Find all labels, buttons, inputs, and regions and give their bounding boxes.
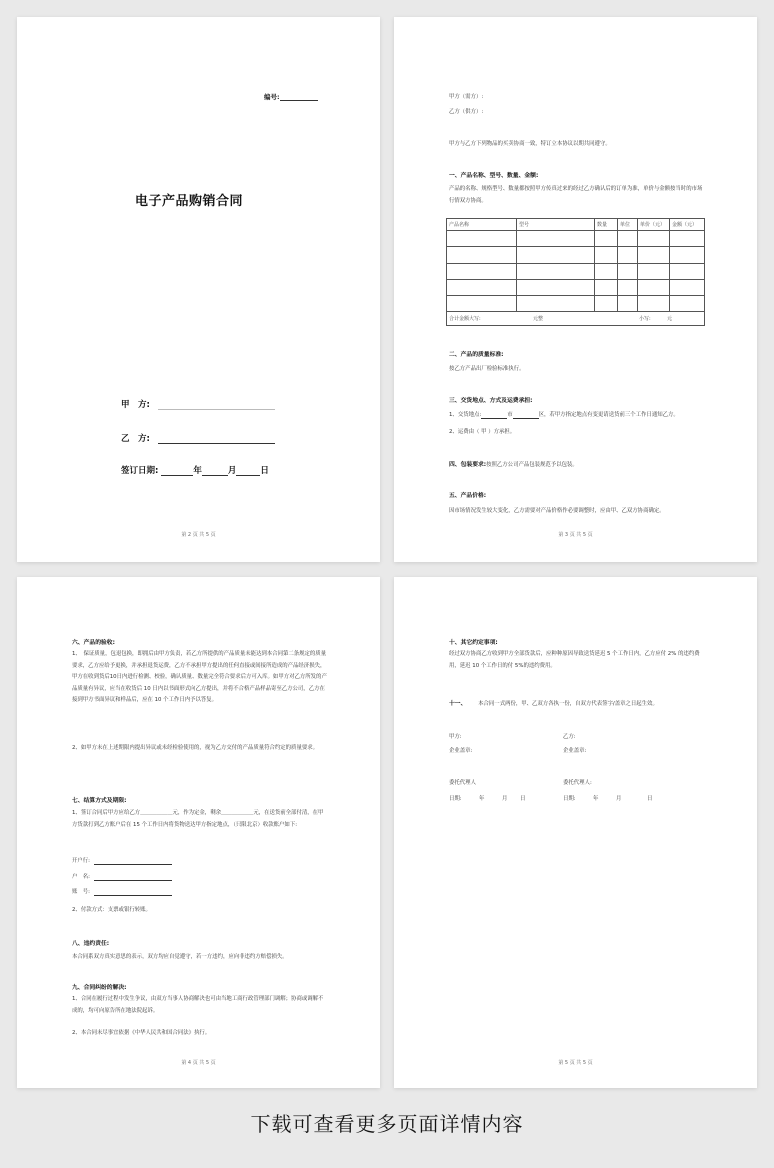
table-row bbox=[447, 263, 705, 279]
account-number-field bbox=[72, 888, 172, 896]
table-header-amount: 金额（元） bbox=[670, 219, 705, 231]
day-label: 日 bbox=[520, 796, 526, 802]
table-row bbox=[447, 279, 705, 295]
sign-date-field bbox=[121, 464, 269, 476]
section-6-title: 六、产品的验收: bbox=[72, 640, 115, 646]
party-a-blank bbox=[158, 409, 275, 410]
delivery-place-label: 1、交货地点: bbox=[449, 412, 482, 418]
total-unit-label: 元 bbox=[667, 316, 673, 323]
party-b-label: 乙 方: bbox=[121, 434, 150, 444]
party-a-seal-label: 企业盖章: bbox=[449, 748, 473, 754]
section-3-title: 三、交货地点、方式及运费承担: bbox=[449, 398, 533, 404]
section-2-text: 按乙方产品出厂检验标准执行。 bbox=[449, 366, 525, 372]
section-1-title: 一、产品名称、型号、数量、金额: bbox=[449, 173, 539, 179]
table-row bbox=[447, 231, 705, 247]
section-4-title bbox=[449, 459, 578, 468]
account-name-blank bbox=[94, 880, 172, 881]
district-note: 区，若甲方指定地点有变更请送货前三个工作日通知乙方。 bbox=[538, 412, 679, 418]
account-name-field bbox=[72, 873, 172, 881]
date-label: 日期: bbox=[563, 796, 576, 802]
section-11-text: 本合同一式两份，甲、乙双方各执一份，自双方代表签字/盖章之日起生效。 bbox=[478, 701, 658, 707]
contract-page-5 bbox=[394, 577, 757, 1088]
total-lower-label: 小写: bbox=[639, 316, 651, 323]
section-9-para-2: 2、本合同未尽事宜依据《中华人民共和国合同法》执行。 bbox=[72, 1030, 211, 1036]
table-header-row bbox=[447, 219, 705, 231]
year-label: 年 bbox=[193, 466, 202, 476]
date-label: 日期: bbox=[449, 796, 462, 802]
section-7-para-1: 1、签订合同后甲方应给乙方＿＿＿＿＿＿元，作为定金，剩余＿＿＿＿＿＿元，在送货前全部付清，在甲方货款打到乙方账户后在 15 个工作日内将货物送达甲方指定地点，（只限北京）收款账户如下: bbox=[72, 810, 324, 828]
contract-page-4 bbox=[17, 577, 380, 1088]
party-b-blank bbox=[158, 443, 275, 444]
page-title: 电子产品购销合同 bbox=[135, 194, 244, 209]
section-6-para-1: 1、 保证质量，包退包换，即拥后由甲方负责，若乙方所提供的产品质量未能达到本合同第二条规定的质量要求，乙方应给予更换，并承担退货运费，乙方不承担甲方提出的任何直接或间接所造成的产品经济损失，甲方在收到货后10日内进行检测、校验，确认质量、数量完全符合要求后方可入库。如甲方对乙方所发的产品质量有异议，应当在收货后 10 日内以书面形式向乙方提出，并将不合格产品样品寄至乙方公司，乙方在接到甲方书面异议和样品后，应在 10 个工作日内予以答复。 bbox=[72, 651, 327, 703]
day-label: 日 bbox=[647, 796, 653, 802]
page-footer: 第 4 页 共 5 页 bbox=[181, 1060, 216, 1066]
party-a-agent-label: 委托代理人 bbox=[449, 780, 476, 786]
buyer-label: 甲方（需方）: bbox=[449, 94, 484, 100]
section-9-para-1: 1、合同在履行过程中发生争议，由双方当事人协商解决也可由当地工商行政管理部门调解；协商或调解不成的，均可向原告所在地法院起诉。 bbox=[72, 996, 324, 1014]
month-label: 月 bbox=[616, 796, 622, 802]
intro-text: 甲方与乙方下列物品的买卖协商一致，特订立本协议以期共同遵守。 bbox=[449, 141, 611, 147]
year-label: 年 bbox=[593, 796, 599, 802]
city-label: 市 bbox=[507, 412, 513, 418]
table-header-qty: 数量 bbox=[595, 219, 618, 231]
party-a-field bbox=[121, 398, 275, 410]
section-3-item-1 bbox=[449, 411, 679, 419]
table-total-row bbox=[447, 312, 705, 326]
contract-page-2 bbox=[17, 17, 380, 562]
day-label: 日 bbox=[260, 466, 269, 476]
section-6-para-2: 2、如甲方未在上述期限内提出异议或未经检验使用的，视为乙方交付的产品质量符合约定的质量要求。 bbox=[72, 745, 319, 751]
party-a-label: 甲 方: bbox=[121, 400, 150, 410]
table-header-name: 产品名称 bbox=[447, 219, 517, 231]
bank-blank bbox=[94, 864, 172, 865]
section-2-title: 二、产品的质量标准: bbox=[449, 352, 504, 358]
contract-number-blank bbox=[280, 100, 318, 101]
district-blank bbox=[513, 418, 539, 419]
party-b-seal-label: 企业盖章: bbox=[563, 748, 587, 754]
month-label: 月 bbox=[502, 796, 508, 802]
month-label: 月 bbox=[227, 466, 237, 476]
section-8-title: 八、违约责任: bbox=[72, 941, 110, 947]
sign-year-blank bbox=[161, 475, 193, 476]
account-number-label: 账 号: bbox=[72, 889, 90, 895]
section-4-label: 四、包装要求: bbox=[449, 462, 487, 468]
section-3-item-2: 2、运费由（ 甲 ）方承担。 bbox=[449, 429, 516, 435]
bank-label: 开户行: bbox=[72, 858, 90, 864]
section-5-title: 五、产品价格: bbox=[449, 493, 487, 499]
city-blank bbox=[481, 418, 507, 419]
table-row bbox=[447, 247, 705, 263]
contract-page-3 bbox=[394, 17, 757, 562]
section-4-text: 按照乙方公司产品包装规范予以包装。 bbox=[486, 462, 578, 468]
party-b-sign-label: 乙方: bbox=[563, 734, 576, 740]
section-11-number: 十一、 bbox=[449, 701, 467, 707]
party-b-agent-label: 委托代理人: bbox=[563, 780, 592, 786]
account-name-label: 户 名: bbox=[72, 874, 90, 880]
total-whole-label: 元整 bbox=[533, 316, 544, 323]
section-1-text: 产品的名称、规格型号、数量都按照甲方传真过来的经过乙方确认后的订单为准，单价与金额按当时的市场行情双方协商。 bbox=[449, 186, 703, 204]
section-7-para-2: 2、付款方式：支票或银行转账。 bbox=[72, 907, 151, 913]
download-banner: 下载可查看更多页面详情内容 bbox=[250, 1112, 524, 1136]
party-a-date bbox=[449, 795, 549, 803]
section-5-text: 因市场情况发生较大变化，乙方需要对产品价格作必要调整时，应由甲、乙双方协商确定。 bbox=[449, 508, 665, 514]
bank-field bbox=[72, 857, 172, 865]
page-footer: 第 3 页 共 5 页 bbox=[558, 532, 593, 538]
product-table bbox=[446, 218, 705, 326]
sign-month-blank bbox=[202, 475, 228, 476]
section-7-title: 七、结算方式及期限: bbox=[72, 798, 127, 804]
account-number-blank bbox=[94, 895, 172, 896]
section-8-text: 本合同系双方真实意思的表示，双方均应自觉遵守，若一方违约，应向非违约方赔偿损失。 bbox=[72, 954, 288, 960]
page-footer: 第 2 页 共 5 页 bbox=[181, 532, 216, 538]
party-a-sign-label: 甲方: bbox=[449, 734, 462, 740]
page-footer: 第 5 页 共 5 页 bbox=[558, 1060, 593, 1066]
section-9-title: 九、合同纠纷的解决: bbox=[72, 985, 127, 991]
party-b-field bbox=[121, 432, 275, 444]
table-header-unit: 单位 bbox=[618, 219, 638, 231]
section-10-text: 经过双方协商乙方收到甲方全部货款后，应种种原因导致送货延迟 5 个工作日内，乙方应付 2% 的违约费用，延迟 10 个工作日的付 5%的违约费用。 bbox=[449, 651, 700, 669]
party-b-date bbox=[563, 795, 663, 803]
seller-label: 乙方（供方）: bbox=[449, 109, 484, 115]
section-10-title: 十、其它约定事项: bbox=[449, 640, 498, 646]
section-11 bbox=[449, 700, 658, 708]
total-upper-label: 合计金额大写: bbox=[449, 316, 481, 323]
table-header-price: 单价（元） bbox=[638, 219, 670, 231]
year-label: 年 bbox=[479, 796, 485, 802]
sign-day-blank bbox=[236, 475, 260, 476]
contract-number-label: 编号: bbox=[264, 93, 280, 101]
contract-number-field bbox=[264, 92, 318, 101]
table-header-model: 型号 bbox=[517, 219, 595, 231]
table-row bbox=[447, 296, 705, 312]
sign-date-label: 签订日期: bbox=[121, 466, 159, 476]
